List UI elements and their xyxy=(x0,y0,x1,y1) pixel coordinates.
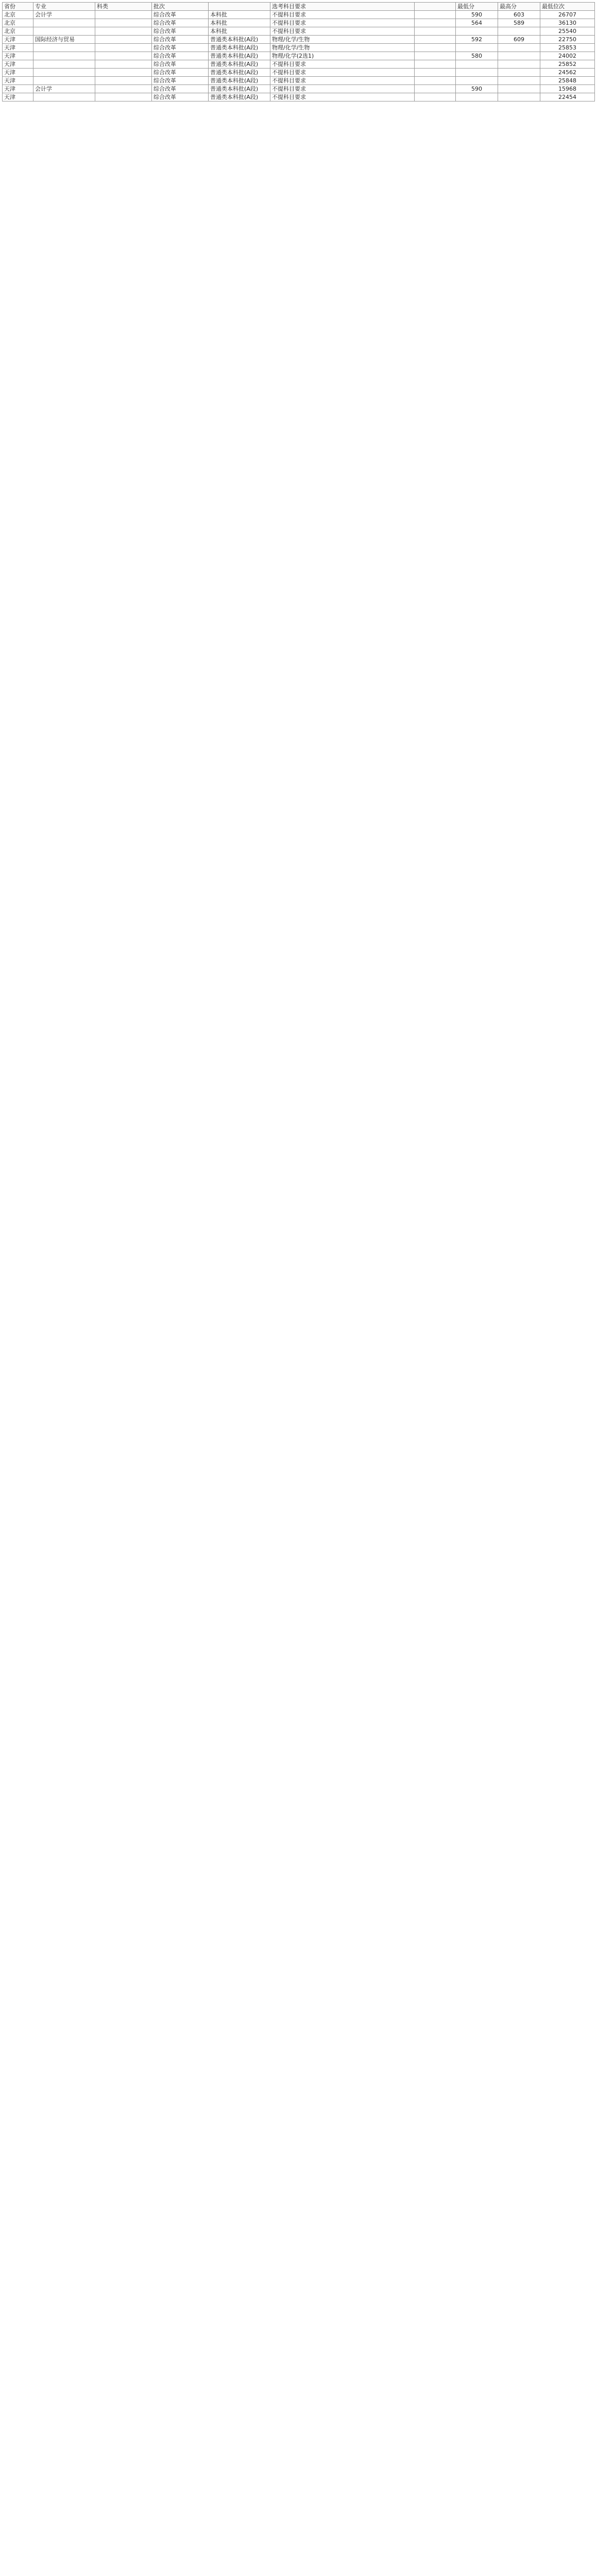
table-row xyxy=(3,52,595,60)
table-cell xyxy=(415,19,456,27)
table-cell xyxy=(95,27,152,36)
table-cell: 综合改革 xyxy=(152,36,209,44)
table-cell xyxy=(415,44,456,52)
table-cell xyxy=(33,60,95,69)
table-cell: 北京 xyxy=(3,19,33,27)
table-cell xyxy=(95,77,152,85)
table-cell: 22750 xyxy=(540,36,595,44)
table-row xyxy=(3,69,595,77)
table-cell: 综合改革 xyxy=(152,19,209,27)
table-cell: 综合改革 xyxy=(152,93,209,101)
table-cell: 天津 xyxy=(3,44,33,52)
table-cell xyxy=(415,93,456,101)
table-cell: 普通类本科批(A段) xyxy=(209,69,270,77)
table-cell: 609 xyxy=(498,36,540,44)
table-cell: 普通类本科批(A段) xyxy=(209,93,270,101)
table-row xyxy=(3,19,595,27)
table-cell: 综合改革 xyxy=(152,11,209,19)
table-cell: 25853 xyxy=(540,44,595,52)
table-cell xyxy=(95,44,152,52)
table-cell: 综合改革 xyxy=(152,69,209,77)
table-cell: 综合改革 xyxy=(152,77,209,85)
admission-score-sheet xyxy=(2,2,594,101)
column-header: 最低位次 xyxy=(540,3,595,11)
table-cell xyxy=(415,69,456,77)
table-cell: 天津 xyxy=(3,69,33,77)
table-cell: 不提科目要求 xyxy=(270,60,415,69)
table-cell: 物理/化学/生物 xyxy=(270,44,415,52)
table-cell: 15968 xyxy=(540,85,595,93)
table-cell: 天津 xyxy=(3,36,33,44)
column-header xyxy=(415,3,456,11)
table-cell: 589 xyxy=(498,19,540,27)
column-header: 省份 xyxy=(3,3,33,11)
table-cell xyxy=(456,44,498,52)
table-cell xyxy=(415,11,456,19)
column-header: 科类 xyxy=(95,3,152,11)
table-cell: 普通类本科批(A段) xyxy=(209,60,270,69)
table-cell xyxy=(415,52,456,60)
table-cell: 590 xyxy=(456,85,498,93)
table-cell xyxy=(498,93,540,101)
table-cell: 25540 xyxy=(540,27,595,36)
table-cell: 天津 xyxy=(3,77,33,85)
table-cell: 24562 xyxy=(540,69,595,77)
column-header: 批次 xyxy=(152,3,209,11)
column-header: 最高分 xyxy=(498,3,540,11)
table-cell xyxy=(456,93,498,101)
table-body xyxy=(3,11,595,101)
table-cell: 25848 xyxy=(540,77,595,85)
table-cell xyxy=(456,27,498,36)
column-header xyxy=(209,3,270,11)
table-cell: 36130 xyxy=(540,19,595,27)
table-cell: 物理/化学/生物 xyxy=(270,36,415,44)
table-cell xyxy=(95,93,152,101)
table-cell: 22454 xyxy=(540,93,595,101)
table-cell: 普通类本科批(A段) xyxy=(209,36,270,44)
table-cell xyxy=(498,44,540,52)
table-cell xyxy=(33,52,95,60)
table-cell xyxy=(415,27,456,36)
table-cell xyxy=(95,52,152,60)
table-cell: 本科批 xyxy=(209,11,270,19)
table-cell xyxy=(95,36,152,44)
table-cell: 不提科目要求 xyxy=(270,93,415,101)
table-cell xyxy=(95,69,152,77)
table-cell: 天津 xyxy=(3,85,33,93)
column-header: 最低分 xyxy=(456,3,498,11)
table-cell: 物理/化学(2选1) xyxy=(270,52,415,60)
table-cell: 综合改革 xyxy=(152,52,209,60)
table-cell: 不提科目要求 xyxy=(270,19,415,27)
table-cell: 综合改革 xyxy=(152,85,209,93)
table-cell xyxy=(95,11,152,19)
table-cell xyxy=(33,93,95,101)
table-cell: 不提科目要求 xyxy=(270,69,415,77)
table-cell xyxy=(498,69,540,77)
column-header: 专业 xyxy=(33,3,95,11)
table-cell xyxy=(95,19,152,27)
table-cell: 天津 xyxy=(3,93,33,101)
table-cell: 国际经济与贸易 xyxy=(33,36,95,44)
table-cell xyxy=(456,60,498,69)
table-cell: 592 xyxy=(456,36,498,44)
table-row xyxy=(3,85,595,93)
table-cell: 26707 xyxy=(540,11,595,19)
table-row xyxy=(3,11,595,19)
table-cell: 北京 xyxy=(3,27,33,36)
table-cell xyxy=(95,85,152,93)
table-cell xyxy=(33,19,95,27)
table-cell: 普通类本科批(A段) xyxy=(209,85,270,93)
table-cell: 580 xyxy=(456,52,498,60)
table-cell xyxy=(33,44,95,52)
table-cell xyxy=(33,77,95,85)
table-cell: 不提科目要求 xyxy=(270,85,415,93)
table-cell: 不提科目要求 xyxy=(270,11,415,19)
table-cell: 不提科目要求 xyxy=(270,77,415,85)
table-cell xyxy=(498,85,540,93)
table-cell: 590 xyxy=(456,11,498,19)
table-cell xyxy=(456,69,498,77)
table-cell: 25852 xyxy=(540,60,595,69)
table-cell: 北京 xyxy=(3,11,33,19)
table-row xyxy=(3,44,595,52)
table-cell: 564 xyxy=(456,19,498,27)
table-row xyxy=(3,77,595,85)
table-cell xyxy=(95,60,152,69)
table-cell xyxy=(33,69,95,77)
table-cell: 天津 xyxy=(3,52,33,60)
header-row xyxy=(3,3,595,11)
table-cell: 603 xyxy=(498,11,540,19)
table-cell: 本科批 xyxy=(209,27,270,36)
table-cell: 综合改革 xyxy=(152,44,209,52)
table-row xyxy=(3,60,595,69)
table-row xyxy=(3,36,595,44)
table-cell xyxy=(498,52,540,60)
table-cell: 普通类本科批(A段) xyxy=(209,44,270,52)
table-cell: 24002 xyxy=(540,52,595,60)
table-cell xyxy=(498,60,540,69)
table-row xyxy=(3,93,595,101)
table-cell: 综合改革 xyxy=(152,60,209,69)
table-cell xyxy=(498,77,540,85)
table-cell xyxy=(415,77,456,85)
table-cell xyxy=(456,77,498,85)
table-cell: 综合改革 xyxy=(152,27,209,36)
table-cell: 不提科目要求 xyxy=(270,27,415,36)
table-cell: 会计学 xyxy=(33,11,95,19)
table-cell: 普通类本科批(A段) xyxy=(209,52,270,60)
table-cell xyxy=(33,27,95,36)
table-cell xyxy=(415,36,456,44)
table-cell: 本科批 xyxy=(209,19,270,27)
table-cell xyxy=(498,27,540,36)
column-header: 选考科目要求 xyxy=(270,3,415,11)
table-row xyxy=(3,27,595,36)
score-table xyxy=(2,2,595,101)
table-cell xyxy=(415,85,456,93)
table-cell: 会计学 xyxy=(33,85,95,93)
table-cell: 天津 xyxy=(3,60,33,69)
table-cell: 普通类本科批(A段) xyxy=(209,77,270,85)
table-cell xyxy=(415,60,456,69)
